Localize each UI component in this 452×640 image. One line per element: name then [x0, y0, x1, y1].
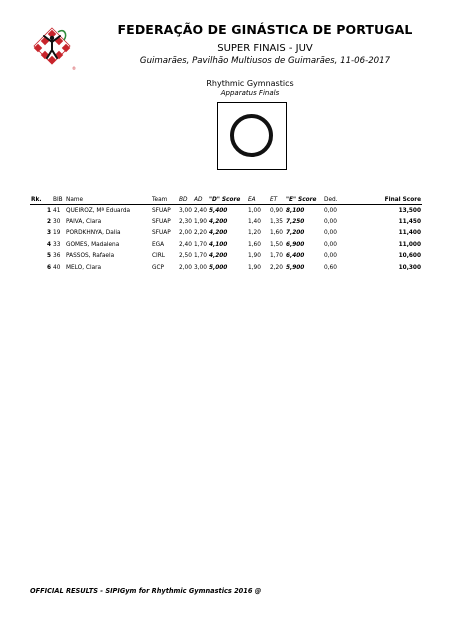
d-score-cell: 5,000: [209, 264, 228, 271]
ad-cell: 3,00: [194, 264, 207, 271]
et-cell: 0,90: [270, 207, 283, 214]
ea-cell: 1,40: [248, 219, 261, 226]
name-cell: GOMES, Madalena: [66, 241, 120, 248]
col-ad: AD: [193, 196, 208, 205]
table-row: [30, 262, 422, 273]
col-rank: Rk.: [30, 196, 52, 205]
name-cell: PAIVA, Clara: [66, 219, 102, 226]
bd-cell: 2,40: [179, 241, 192, 248]
et-cell: 1,35: [270, 219, 283, 226]
deduction-cell: 0,00: [324, 241, 337, 248]
final-score-cell: 10,300: [398, 264, 421, 271]
federation-logo-icon: [30, 22, 82, 74]
e-score-cell: 7,250: [286, 219, 305, 226]
table-row: [30, 205, 422, 217]
rank-cell: 6: [46, 264, 51, 271]
team-cell: SFUAP: [152, 230, 171, 237]
d-score-cell: 4,200: [209, 253, 228, 260]
ad-cell: 1,90: [194, 219, 207, 226]
venue-date: Guimarães, Pavilhão Multiusos de Guimarães, 11-06-2017: [139, 56, 391, 66]
deduction-cell: 0,00: [324, 253, 337, 260]
bd-cell: 2,00: [179, 230, 192, 237]
hoop-icon: [230, 114, 273, 157]
col-e-score: "E" Score: [285, 196, 323, 205]
d-score-cell: 4,100: [209, 241, 228, 248]
bd-cell: 2,00: [179, 264, 192, 271]
ad-cell: 1,70: [194, 253, 207, 260]
deduction-cell: 0,00: [324, 207, 337, 214]
rank-cell: 1: [46, 207, 51, 214]
d-score-cell: 4,200: [209, 230, 228, 237]
col-bib: BIB: [52, 196, 65, 205]
final-score-cell: 11,450: [398, 219, 421, 226]
bd-cell: 3,00: [179, 207, 192, 214]
ad-cell: 1,70: [194, 241, 207, 248]
col-ea: EA: [247, 196, 269, 205]
et-cell: 2,20: [270, 264, 283, 271]
table-row: [30, 216, 422, 227]
final-score-cell: 11,000: [398, 241, 421, 248]
col-final-score: Final Score: [358, 196, 422, 205]
table-header-row: [30, 196, 422, 205]
name-cell: PORDKHNYA, Dalia: [66, 230, 121, 237]
footer-official-results: OFFICIAL RESULTS - SIPIGym for Rhythmic Gymnastics 2016 @: [30, 587, 262, 595]
name-cell: QUEIROZ, Mª Eduarda: [66, 207, 131, 214]
svg-text:®: ®: [72, 66, 76, 71]
col-team: Team: [151, 196, 178, 205]
table-row: [30, 228, 422, 239]
rank-cell: 5: [46, 253, 51, 260]
final-score-cell: 10,600: [398, 253, 421, 260]
team-cell: GCP: [152, 264, 165, 271]
ad-cell: 2,40: [194, 207, 207, 214]
discipline-title: Rhythmic Gymnastics: [206, 79, 294, 88]
ea-cell: 1,90: [248, 264, 261, 271]
name-cell: PASSOS, Rafaela: [66, 253, 115, 260]
et-cell: 1,70: [270, 253, 283, 260]
bib-cell: 30: [53, 219, 61, 226]
rank-cell: 3: [46, 230, 51, 237]
ea-cell: 1,00: [248, 207, 261, 214]
results-table: [30, 196, 422, 273]
rank-cell: 4: [46, 241, 51, 248]
et-cell: 1,50: [270, 241, 283, 248]
bib-cell: 40: [53, 264, 61, 271]
ea-cell: 1,90: [248, 253, 261, 260]
e-score-cell: 6,400: [286, 253, 305, 260]
bd-cell: 2,30: [179, 219, 192, 226]
et-cell: 1,60: [270, 230, 283, 237]
final-score-cell: 13,500: [398, 207, 421, 214]
team-cell: SFUAP: [152, 207, 171, 214]
e-score-cell: 7,200: [286, 230, 305, 237]
d-score-cell: 4,200: [209, 219, 228, 226]
bib-cell: 33: [53, 241, 61, 248]
deduction-cell: 0,00: [324, 219, 337, 226]
deduction-cell: 0,60: [324, 264, 337, 271]
e-score-cell: 8,100: [286, 207, 305, 214]
team-cell: CIRL: [152, 253, 166, 260]
bib-cell: 19: [53, 230, 61, 237]
event-title: SUPER FINAIS - JUV: [217, 43, 313, 54]
deduction-cell: 0,00: [324, 230, 337, 237]
bd-cell: 2,50: [179, 253, 192, 260]
name-cell: MELO, Clara: [66, 264, 102, 271]
ea-cell: 1,20: [248, 230, 261, 237]
col-d-score: "D" Score: [208, 196, 247, 205]
ad-cell: 2,20: [194, 230, 207, 237]
col-deduction: Ded.: [323, 196, 358, 205]
team-cell: SFUAP: [152, 219, 171, 226]
col-name: Name: [65, 196, 151, 205]
bib-cell: 41: [53, 207, 61, 214]
apparatus-box: [217, 102, 287, 170]
col-bd: BD: [178, 196, 193, 205]
final-score-cell: 11,400: [398, 230, 421, 237]
table-row: [30, 251, 422, 262]
table-row: [30, 239, 422, 250]
bib-cell: 36: [53, 253, 61, 260]
ea-cell: 1,60: [248, 241, 261, 248]
apparatus-subtitle: Apparatus Finals: [220, 89, 280, 97]
e-score-cell: 5,900: [286, 264, 305, 271]
d-score-cell: 5,400: [209, 207, 228, 214]
col-et: ET: [269, 196, 285, 205]
team-cell: EGA: [152, 241, 165, 248]
rank-cell: 2: [46, 219, 51, 226]
federation-title: FEDERAÇÃO DE GINÁSTICA DE PORTUGAL: [117, 22, 413, 37]
e-score-cell: 6,900: [286, 241, 305, 248]
